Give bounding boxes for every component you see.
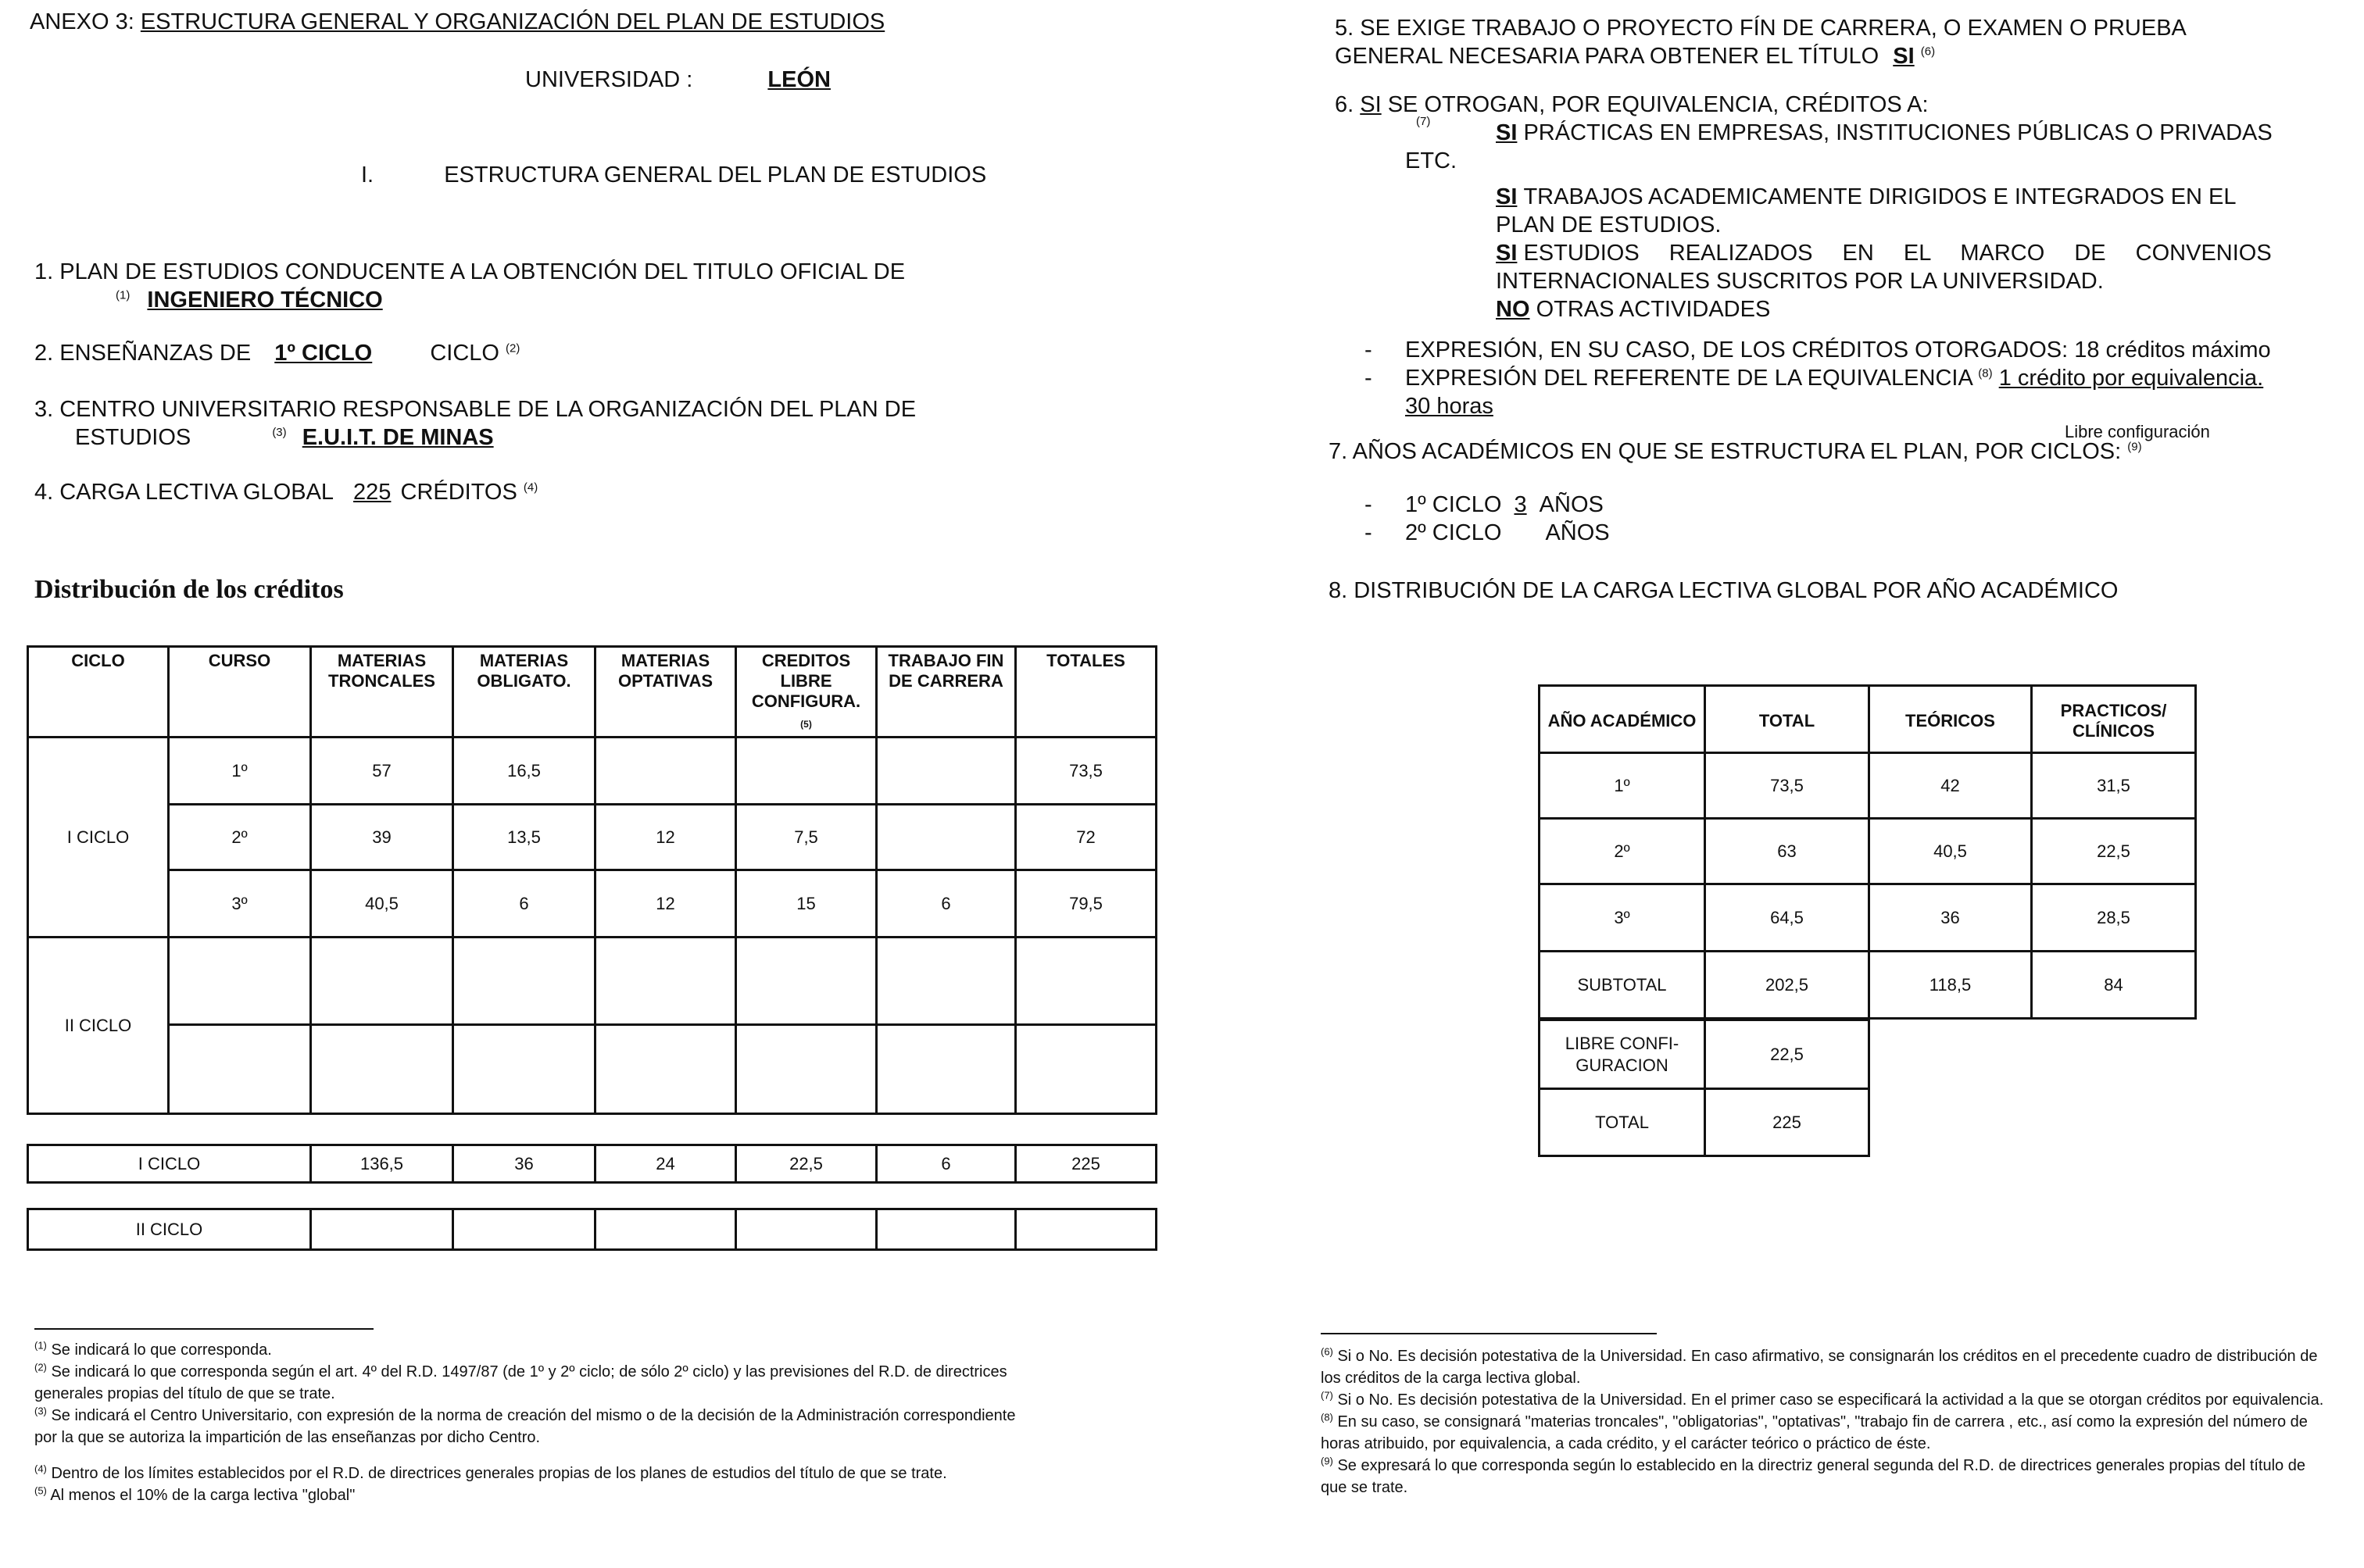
table-cell: 28,5 <box>2032 884 2196 952</box>
table-cell: 136,5 <box>311 1145 453 1183</box>
table-cell: 15 <box>736 870 877 938</box>
item-6-text: SE OTROGAN, POR EQUIVALENCIA, CRÉDITOS A: <box>1387 92 1929 117</box>
table-cell: 12 <box>595 805 736 870</box>
footnote-2: $^{(2)}$ Se indicará lo que corresponda según el art. 4º del R.D. 1497/87 (de 1º y 2º ciclo; de sólo 2º ciclo) y las previsiones del R.D. de directrices generales propias del título de que se trate. <box>34 1361 1007 1402</box>
option-trabajos <box>1414 183 2327 239</box>
table-cell: 36 <box>453 1145 595 1183</box>
table-cell: 2º <box>169 805 311 870</box>
option-practicas-text2: ETC. <box>1405 148 1457 173</box>
table-row <box>28 938 1157 1025</box>
option-practicas <box>1414 119 2327 147</box>
table-cell: 225 <box>1705 1089 1869 1156</box>
table-cell <box>736 1209 877 1250</box>
table-row <box>1540 1020 1869 1089</box>
item-6: 6. SI SE OTROGAN, POR EQUIVALENCIA, CRÉDITOS A: (7) SI PRÁCTICAS EN EMPRESAS, INSTITUCIONES PÚBLICAS O PRIVADAS ETC. SI TRABAJOS ACADEMICAMENTE DIRIGIDOS E INTEGRADOS EN EL PLAN DE ESTUDIOS. SI ESTUDIOS REALIZADOS EN EL MARCO DE CONVENIOS INTERNACIONALES SUSCRITOS POR LA UNIVERSIDAD. NO OTRAS ACTIVIDADES <box>1335 91 2327 323</box>
table-cell: 12 <box>595 870 736 938</box>
item-7 <box>1329 438 2142 466</box>
table-cell: 40,5 <box>311 870 453 938</box>
header-libre-sup: (5) <box>800 719 812 730</box>
item-2 <box>34 339 520 367</box>
section-number: I. <box>361 163 374 188</box>
item-5-line2: GENERAL NECESARIA PARA OBTENER EL TÍTULO <box>1335 44 1879 69</box>
table-row <box>1540 753 2196 819</box>
option-convenios-text: ESTUDIOS REALIZADOS EN EL MARCO DE CONVENIOS <box>1523 241 2272 266</box>
item-1-sup: (1) <box>116 288 131 302</box>
total-ciclo-1-label: I CICLO <box>28 1145 311 1183</box>
expression-equivalence-label: EXPRESIÓN DEL REFERENTE DE LA EQUIVALENCIA <box>1405 366 1972 391</box>
table-cell: LIBRE CONFI-GURACION <box>1540 1020 1705 1089</box>
university-value: LEÓN <box>767 67 831 92</box>
item-8-text: 8. DISTRIBUCIÓN DE LA CARGA LECTIVA GLOBAL POR AÑO ACADÉMICO <box>1329 578 2119 603</box>
annex-title: ESTRUCTURA GENERAL Y ORGANIZACIÓN DEL PLAN DE ESTUDIOS <box>140 9 885 34</box>
option-convenios <box>1414 239 2327 295</box>
header-troncales: MATERIAS TRONCALES <box>311 647 453 738</box>
item-3-text2: ESTUDIOS <box>75 425 191 450</box>
header-teoricos: TEÓRICOS <box>1869 686 2032 753</box>
table-cell: 22,5 <box>736 1145 877 1183</box>
option-otras-flag: NO <box>1496 297 1530 322</box>
distribution-title: Distribución de los créditos <box>34 575 344 604</box>
item-5-line1: 5. SE EXIGE TRABAJO O PROYECTO FÍN DE CARRERA, O EXAMEN O PRUEBA <box>1335 16 2187 41</box>
credits-header-row <box>28 647 1157 738</box>
item-6-num: 6. <box>1335 92 1354 117</box>
table-cell: 31,5 <box>2032 753 2196 819</box>
header-optativas: MATERIAS OPTATIVAS <box>595 647 736 738</box>
table-cell: 57 <box>311 738 453 805</box>
header-trabajo-fin: TRABAJO FIN DE CARRERA <box>877 647 1016 738</box>
option-convenios-text2: INTERNACIONALES SUSCRITOS POR LA UNIVERSIDAD. <box>1496 269 2104 294</box>
table-row <box>1540 819 2196 884</box>
table-cell: 1º <box>169 738 311 805</box>
table-cell: 16,5 <box>453 738 595 805</box>
header-ano: AÑO ACADÉMICO <box>1540 686 1705 753</box>
table-cell: 39 <box>311 805 453 870</box>
table-cell: 22,5 <box>2032 819 2196 884</box>
header-practicos: PRACTICOS/ CLÍNICOS <box>2032 686 2196 753</box>
table-cell: 84 <box>2032 952 2196 1019</box>
table-cell: 73,5 <box>1705 753 1869 819</box>
table-cell: 36 <box>1869 884 2032 952</box>
table-cell <box>736 738 877 805</box>
table-row <box>28 805 1157 870</box>
footnote-7: $^{(7)}$ Si o No. Es decisión potestativa de la Universidad. En el primer caso se especificará la actividad a la que se otorgan créditos por equivalencia. <box>1321 1389 2324 1409</box>
item-5-sup: (6) <box>1920 45 1936 59</box>
section-heading <box>361 161 986 189</box>
item-4-value: 225 <box>353 480 392 505</box>
expression-block: - EXPRESIÓN, EN SU CASO, DE LOS CRÉDITOS OTORGADOS: 18 créditos máximo - EXPRESIÓN DEL REFERENTE DE LA EQUIVALENCIA $^{(8)}$ 1 crédito por equivalencia. 30 horas <box>1364 338 2271 419</box>
expression-equivalence-sup: (8) <box>1978 366 1993 380</box>
table-cell <box>877 738 1016 805</box>
table-cell <box>311 1209 453 1250</box>
footnote-3: $^{(3)}$ Se indicará el Centro Universitario, con expresión de la norma de creación del mismo o de la decisión de la Administración correspondiente por la que se autoriza la impartición de las enseñanzas por dicho Centro. <box>34 1405 1016 1446</box>
footnote-9: $^{(9)}$ Se expresará lo que corresponda según lo establecido en la directriz general segunda del R.D. de directrices generales propias del título de que se trate. <box>1321 1455 2305 1496</box>
header-ciclo: CICLO <box>28 647 169 738</box>
table-cell: 42 <box>1869 753 2032 819</box>
total-ciclo-2-row <box>27 1208 1157 1251</box>
table-cell: 73,5 <box>1016 738 1157 805</box>
item-4-sup: (4) <box>523 480 538 495</box>
annex-prefix: ANEXO 3: <box>30 9 134 34</box>
header-total: TOTAL <box>1705 686 1869 753</box>
option-trabajos-flag: SI <box>1496 184 1518 209</box>
credits-table <box>27 645 1157 1115</box>
table-cell: 6 <box>877 870 1016 938</box>
table-cell: 118,5 <box>1869 952 2032 1019</box>
option-otras <box>1414 295 2327 323</box>
item-2-value: 1º CICLO <box>274 341 373 366</box>
footnotes-right <box>1321 1345 2329 1498</box>
table-cell: 3º <box>169 870 311 938</box>
table-cell: 7,5 <box>736 805 877 870</box>
table-cell <box>877 805 1016 870</box>
table-cell: 202,5 <box>1705 952 1869 1019</box>
expression-equivalence-value2: 30 horas <box>1405 394 1493 419</box>
university-label: UNIVERSIDAD : <box>525 67 693 92</box>
header-curso: CURSO <box>169 647 311 738</box>
table-cell: 72 <box>1016 805 1157 870</box>
annex-header <box>30 8 885 36</box>
footnote-divider-right <box>1321 1333 1657 1334</box>
ciclo-2-cell: II CICLO <box>28 938 169 1114</box>
cycle-1-years: 3 <box>1514 492 1527 517</box>
item-5 <box>1335 14 2187 70</box>
item-4-suffix: CRÉDITOS <box>400 480 517 505</box>
item-1 <box>34 258 905 314</box>
academic-header-row <box>1540 686 2196 753</box>
table-cell: 225 <box>1016 1145 1157 1183</box>
footnote-5: $^{(5)}$ Al menos el 10% de la carga lectiva "global" <box>34 1484 356 1504</box>
table-cell: 13,5 <box>453 805 595 870</box>
table-row <box>1540 1089 1869 1156</box>
item-2-sup: (2) <box>506 341 520 355</box>
libre-config-note: Libre configuración <box>2065 422 2210 441</box>
footnote-divider-left <box>34 1328 374 1330</box>
option-trabajos-text2: PLAN DE ESTUDIOS. <box>1496 213 1722 238</box>
item-3-sup: (3) <box>272 426 287 440</box>
table-cell <box>1016 1209 1157 1250</box>
table-cell: 6 <box>877 1145 1016 1183</box>
footnote-8: $^{(8)}$ En su caso, se consignará "materias troncales", "obligatorias", "optativas", "trabajo fin de carrera , etc., así como la expresión del número de horas atribuido, por equivalencia, a cada crédito, y el carácter teórico o práctico de éste. <box>1321 1411 2308 1452</box>
university-line <box>525 66 831 94</box>
item-4-text: 4. CARGA LECTIVA GLOBAL <box>34 480 333 505</box>
header-totales: TOTALES <box>1016 647 1157 738</box>
table-cell: 1º <box>1540 753 1705 819</box>
item-4 <box>34 478 538 506</box>
option-otras-text: OTRAS ACTIVIDADES <box>1536 297 1771 322</box>
total-ciclo-2-label: II CICLO <box>28 1209 311 1250</box>
table-cell <box>595 1209 736 1250</box>
item-1-value: INGENIERO TÉCNICO <box>147 288 383 313</box>
table-row <box>28 1025 1157 1114</box>
footnote-1: $^{(1)}$ Se indicará lo que corresponda. <box>34 1339 272 1359</box>
header-obligatorias: MATERIAS OBLIGATO. <box>453 647 595 738</box>
expression-credits: EXPRESIÓN, EN SU CASO, DE LOS CRÉDITOS OTORGADOS: 18 créditos máximo <box>1405 338 2271 363</box>
table-cell: 79,5 <box>1016 870 1157 938</box>
ciclo-1-cell: I CICLO <box>28 738 169 938</box>
table-cell: SUBTOTAL <box>1540 952 1705 1019</box>
table-cell: TOTAL <box>1540 1089 1705 1156</box>
item-2-suffix: CICLO <box>430 341 499 366</box>
table-row <box>1540 952 2196 1019</box>
table-row <box>28 738 1157 805</box>
item-6-si: SI <box>1360 92 1382 117</box>
item-3-value: E.U.I.T. DE MINAS <box>302 425 494 450</box>
cycle-1-label: 1º CICLO <box>1405 492 1502 517</box>
cycle-2-unit: AÑOS <box>1545 520 1610 545</box>
option-convenios-flag: SI <box>1496 241 1518 266</box>
academic-year-extra <box>1538 1019 1870 1157</box>
table-cell: 63 <box>1705 819 1869 884</box>
item-3 <box>34 395 916 452</box>
academic-year-table <box>1538 684 2197 1020</box>
header-libre-config-label: CREDITOS LIBRE CONFIGURA. <box>751 651 861 711</box>
item-2-text: 2. ENSEÑANZAS DE <box>34 341 252 366</box>
option-practicas-text: PRÁCTICAS EN EMPRESAS, INSTITUCIONES PÚBLICAS O PRIVADAS <box>1523 120 2273 145</box>
cycle-years: - 1º CICLO 3 AÑOS - 2º CICLO AÑOS <box>1364 492 1610 545</box>
footnote-4: $^{(4)}$ Dentro de los límites establecidos por el R.D. de directrices generales propias de los planes de estudios del título de que se trate. <box>34 1463 947 1482</box>
table-cell <box>595 738 736 805</box>
item-5-value: SI <box>1893 44 1915 69</box>
table-cell: 2º <box>1540 819 1705 884</box>
table-cell: 40,5 <box>1869 819 2032 884</box>
table-cell: 24 <box>595 1145 736 1183</box>
item-7-sup: (9) <box>2127 440 2142 454</box>
table-row <box>1540 884 2196 952</box>
option-trabajos-text: TRABAJOS ACADEMICAMENTE DIRIGIDOS E INTEGRADOS EN EL <box>1523 184 2237 209</box>
cycle-1-unit: AÑOS <box>1539 492 1604 517</box>
table-row <box>28 870 1157 938</box>
table-cell <box>453 1209 595 1250</box>
table-cell: 6 <box>453 870 595 938</box>
total-ciclo-1-row <box>27 1144 1157 1184</box>
item-3-text: 3. CENTRO UNIVERSITARIO RESPONSABLE DE LA ORGANIZACIÓN DEL PLAN DE <box>34 397 917 422</box>
footnotes-left <box>34 1339 1019 1506</box>
cycle-2-label: 2º CICLO <box>1405 520 1502 545</box>
table-cell: 3º <box>1540 884 1705 952</box>
option-practicas-flag: SI <box>1496 120 1518 145</box>
expression-equivalence-value: 1 crédito por equivalencia. <box>1998 366 2264 391</box>
table-cell <box>877 1209 1016 1250</box>
section-title: ESTRUCTURA GENERAL DEL PLAN DE ESTUDIOS <box>444 163 987 188</box>
header-libre-config <box>736 647 877 738</box>
item-1-text: 1. PLAN DE ESTUDIOS CONDUCENTE A LA OBTENCIÓN DEL TITULO OFICIAL DE <box>34 259 906 284</box>
table-cell: 64,5 <box>1705 884 1869 952</box>
item-7-text: 7. AÑOS ACADÉMICOS EN QUE SE ESTRUCTURA EL PLAN, POR CICLOS: <box>1329 439 2122 464</box>
table-cell: 22,5 <box>1705 1020 1869 1089</box>
footnote-6: $^{(6)}$ Si o No. Es decisión potestativa de la Universidad. En caso afirmativo, se consignarán los créditos en el precedente cuadro de distribución de los créditos de la carga lectiva global. <box>1321 1345 2318 1387</box>
